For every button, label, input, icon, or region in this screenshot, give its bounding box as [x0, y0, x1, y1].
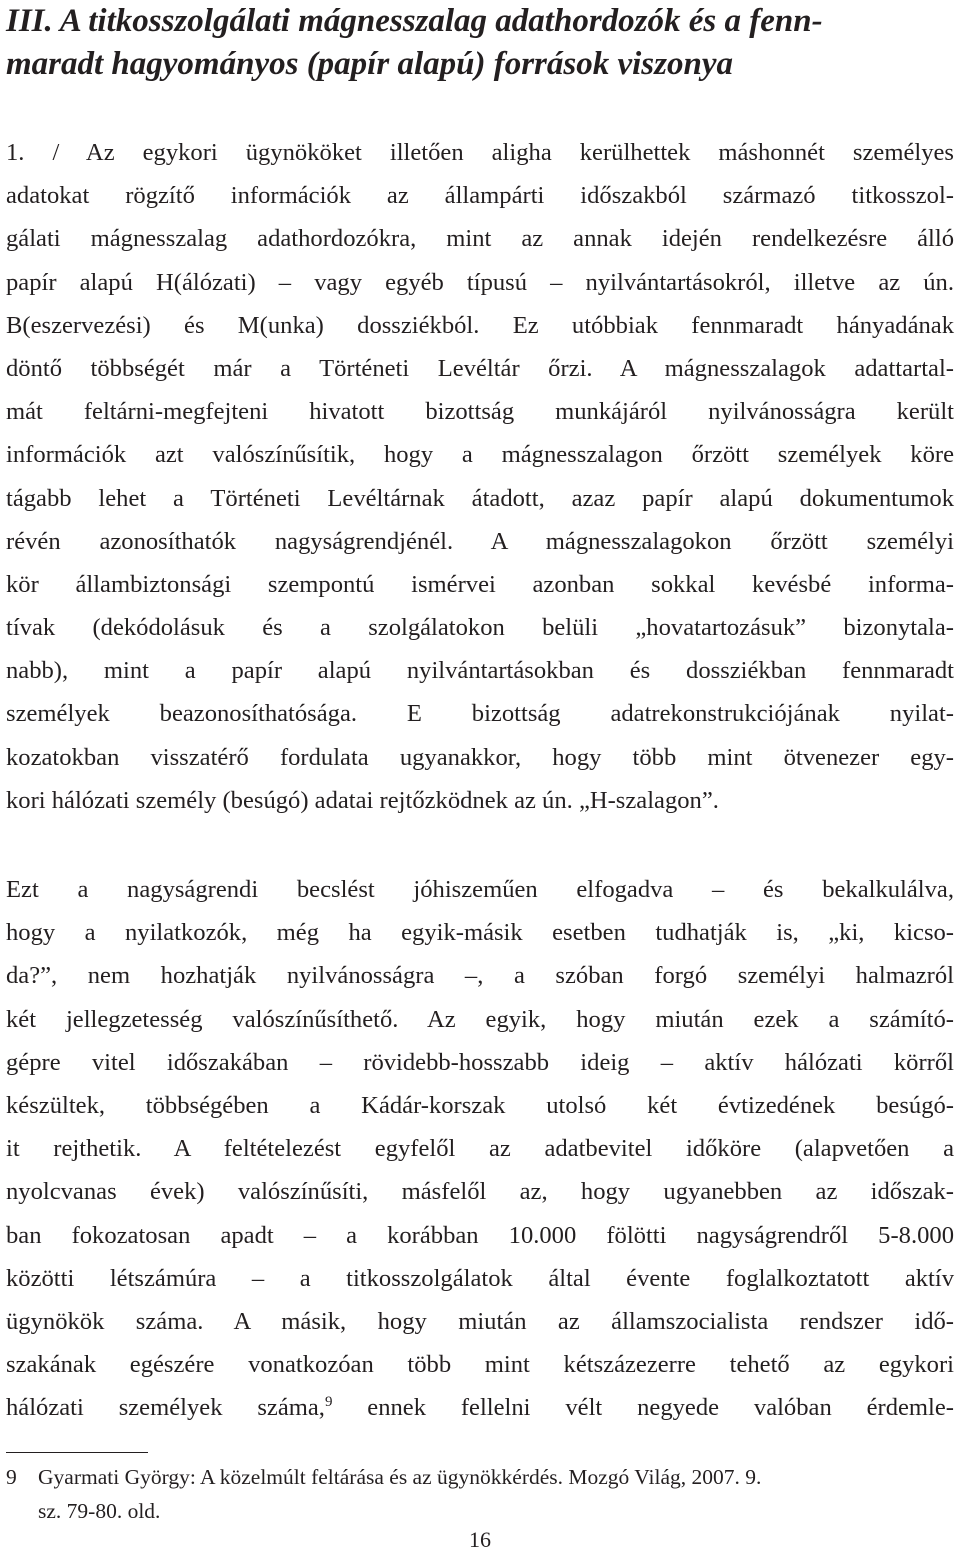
- footnote: [6, 1460, 954, 1528]
- text-line: adatokat rögzítő információk az állampárti időszakból származó titkosszol-: [6, 182, 954, 210]
- text-line: szakának egészére vonatkozóan több mint kétszázezerre tehető az egykori: [6, 1351, 954, 1379]
- text-line: nyolcvanas évek) valószínűsíti, másfelől az, hogy ugyanebben az időszak-: [6, 1178, 954, 1206]
- text-line: közötti létszámúra – a titkosszolgálatok által évente foglalkoztatott aktív: [6, 1264, 954, 1292]
- paragraph-2: [6, 868, 954, 1429]
- text-line: nabb), mint a papír alapú nyilvántartásokban és dossziékban fennmaradt: [6, 657, 954, 685]
- heading-line-2: maradt hagyományos (papír alapú) források viszonya: [6, 46, 733, 82]
- footnote-number: 9: [6, 1465, 17, 1489]
- text-line: kör állambiztonsági szempontú ismérvei azonban sokkal kevésbé informa-: [6, 570, 954, 598]
- text-line: ban fokozatosan apadt – a korábban 10.000 fölötti nagyságrendről 5-8.000: [6, 1221, 954, 1249]
- text-line: it rejthetik. A feltételezést egyfelől az adatbevitel időköre (alapvetően a: [6, 1135, 954, 1163]
- text-line: da?”, nem hozhatják nyilvánosságra –, a szóban forgó személyi halmazról: [6, 962, 954, 990]
- text-line: kozatokban visszatérő fordulata ugyanakkor, hogy több mint ötvenezer egy-: [6, 743, 954, 771]
- paragraph-1: [6, 131, 954, 822]
- text-segment: hálózati személyek száma,: [6, 1394, 325, 1422]
- text-line: révén azonosíthatók nagyságrendjénél. A mágnesszalagokon őrzött személyi: [6, 527, 954, 555]
- footnote-text-line-2: sz. 79-80. old.: [38, 1499, 161, 1523]
- text-line: két jellegzetesség valószínűsíthető. Az egyik, hogy miután ezek a számító-: [6, 1005, 954, 1033]
- text-line: mát feltárni-megfejteni hivatott bizottság munkájáról nyilvánosságra került: [6, 398, 954, 426]
- heading-line-1: III. A titkosszolgálati mágnesszalag adathordozók és a fenn-: [6, 3, 823, 39]
- text-line: B(eszervezési) és M(unka) dossziékból. Ez utóbbiak fennmaradt hányadának: [6, 311, 954, 339]
- text-line: döntő többségét már a Történeti Levéltár őrzi. A mágnesszalagok adattartal-: [6, 354, 954, 382]
- section-heading: [6, 0, 956, 86]
- footnote-divider: [6, 1452, 148, 1453]
- text-line: információk azt valószínűsítik, hogy a mágnesszalagon őrzött személyek köre: [6, 441, 954, 469]
- text-line: gépre vitel időszakában – rövidebb-hosszabb ideig – aktív hálózati körről: [6, 1048, 954, 1076]
- page-number: 16: [469, 1527, 491, 1552]
- text-line: személyek beazonosíthatósága. E bizottság adatrekonstrukciójának nyilat-: [6, 700, 954, 728]
- text-line: tágabb lehet a Történeti Levéltárnak átadott, azaz papír alapú dokumentumok: [6, 484, 954, 512]
- footnote-reference[interactable]: 9: [324, 1394, 333, 1411]
- text-line: kori hálózati személy (besúgó) adatai rejtőzködnek az ún. „H-szalagon”.: [6, 786, 719, 814]
- text-line: készültek, többségében a Kádár-korszak utolsó két évtizedének besúgó-: [6, 1091, 954, 1119]
- text-line: Ezt a nagyságrendi becslést jóhiszeműen elfogadva – és bekalkulálva,: [6, 876, 954, 903]
- text-line: 1. / Az egykori ügynököket illetően aligha kerülhettek máshonnét személyes: [6, 139, 954, 166]
- text-line: gálati mágnesszalag adathordozókra, mint az annak idején rendelkezésre álló: [6, 225, 954, 253]
- text-line: ügynökök száma. A másik, hogy miután az államszocialista rendszer idő-: [6, 1307, 954, 1335]
- text-line-with-footnote-ref: [6, 1386, 954, 1429]
- footnote-text-line-1: Gyarmati György: A közelmúlt feltárása és az ügynökkérdés. Mozgó Világ, 2007. 9.: [38, 1465, 762, 1489]
- text-segment: ennek fellelni vélt negyede valóban érdemle-: [332, 1394, 954, 1422]
- text-line: tívak (dekódolásuk és a szolgálatokon belüli „hovatartozásuk” bizonytala-: [6, 614, 954, 642]
- text-line: papír alapú H(álózati) – vagy egyéb típusú – nyilvántartásokról, illetve az ún.: [6, 268, 954, 296]
- text-line: hogy a nyilatkozók, még ha egyik-másik esetben tudhatják is, „ki, kicso-: [6, 919, 954, 947]
